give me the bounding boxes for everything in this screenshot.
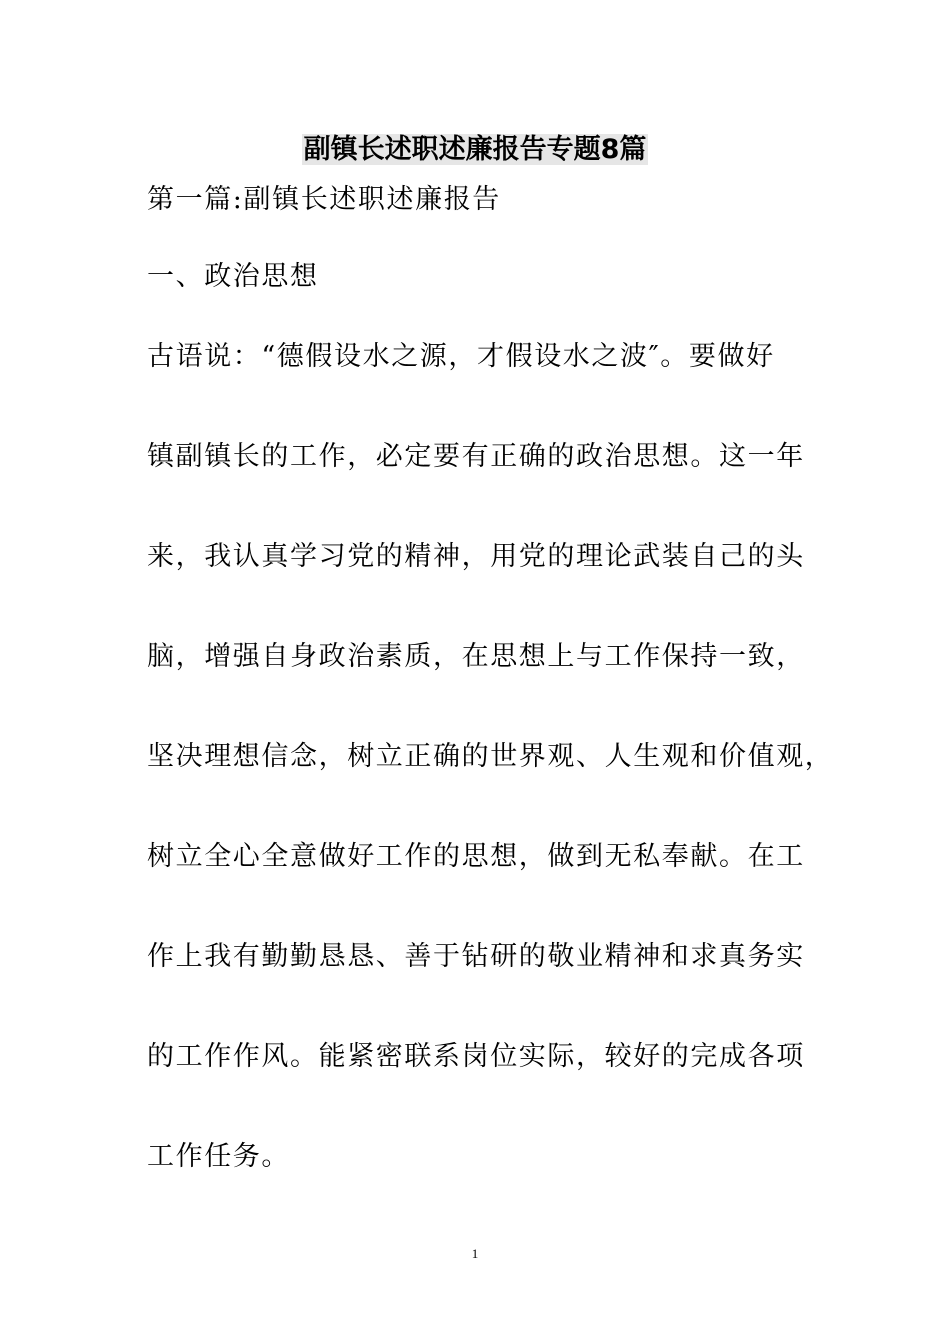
paragraph-line: 的工作作风。能紧密联系岗位实际，较好的完成各项 xyxy=(147,1041,805,1072)
paragraph-line: 工作任务。 xyxy=(147,1141,290,1172)
paragraph-line: 镇副镇长的工作，必定要有正确的政治思想。这一年 xyxy=(147,441,805,472)
paragraph-line: 来，我认真学习党的精神，用党的理论武装自己的头 xyxy=(147,541,805,572)
page-number: 1 xyxy=(471,1246,479,1261)
paragraph-line: 脑，增强自身政治素质，在思想上与工作保持一致， xyxy=(147,641,805,672)
paragraph-line: 树立全心全意做好工作的思想，做到无私奉献。在工 xyxy=(147,841,805,872)
paragraph-line: 作上我有勤勤恳恳、善于钻研的敬业精神和求真务实 xyxy=(147,941,805,972)
section-heading: 一、政治思想 xyxy=(147,261,319,292)
document-title xyxy=(0,130,950,170)
paragraph-line: 坚决理想信念，树立正确的世界观、人生观和价值观， xyxy=(147,741,834,772)
document-title-text: 副镇长述职述廉报告专题8篇 xyxy=(303,134,647,165)
chapter-heading: 第一篇:副镇长述职述廉报告 xyxy=(147,184,501,215)
paragraph-line: 古语说：“德假设水之源，才假设水之波″。要做好 xyxy=(147,341,775,372)
